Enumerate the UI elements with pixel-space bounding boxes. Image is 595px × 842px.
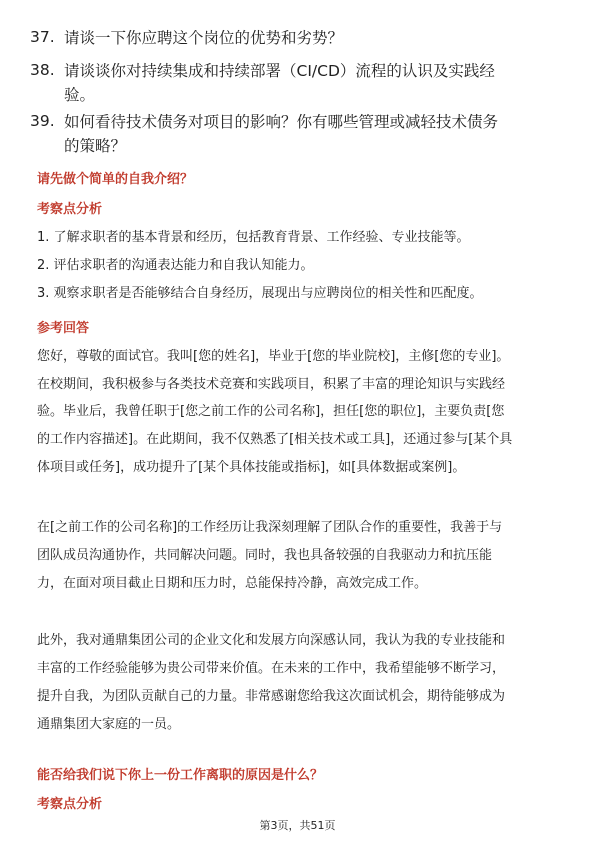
analysis-point: 3. 观察求职者是否能够结合自身经历，展现出与应聘岗位的相关性和匹配度。 [37,286,483,301]
question-number: 39. [30,112,55,130]
question-text-continued: 验。 [64,86,96,104]
section-question-title: 请先做个简单的自我介绍？ [37,172,194,187]
analysis-heading: 考察点分析 [37,797,103,812]
analysis-heading: 考察点分析 [37,202,103,217]
answer-line: 体项目或任务]，成功提升了[某个具体技能或指标]，如[具体数据或案例]。 [37,460,466,475]
answer-line: 的工作内容描述]。在此期间，我不仅熟悉了[相关技术或工具]，还通过参与[某个具 [37,432,513,447]
question-text: 请谈一下你应聘这个岗位的优势和劣势？ [64,29,344,47]
answer-line: 您好，尊敬的面试官。我叫[您的姓名]，毕业于[您的毕业院校]，主修[您的专业]。 [37,349,510,364]
question-number: 38. [30,61,55,79]
answer-line: 丰富的工作经验能够为贵公司带来价值。在未来的工作中，我希望能够不断学习， [37,661,506,676]
answer-line: 团队成员沟通协作，共同解决问题。同时，我也具备较强的自我驱动力和抗压能 [37,548,493,563]
analysis-point: 1. 了解求职者的基本背景和经历，包括教育背景、工作经验、专业技能等。 [37,230,470,245]
answer-line: 在校期间，我积极参与各类技术竞赛和实践项目，积累了丰富的理论知识与实践经 [37,377,506,392]
answer-line: 此外，我对通鼎集团公司的企业文化和发展方向深感认同，我认为我的专业技能和 [37,633,506,648]
answer-line: 提升自我，为团队贡献自己的力量。非常感谢您给我这次面试机会，期待能够成为 [37,689,506,704]
answer-line: 在[之前工作的公司名称]的工作经历让我深刻理解了团队合作的重要性，我善于与 [37,520,503,535]
question-text: 如何看待技术债务对项目的影响？你有哪些管理或减轻技术债务 [64,113,499,131]
page-number-footer: 第3页，共51页 [259,819,336,832]
analysis-point: 2. 评估求职者的沟通表达能力和自我认知能力。 [37,258,314,273]
section-question-title: 能否给我们说下你上一份工作离职的原因是什么？ [37,768,324,783]
answer-line: 验。毕业后，我曾任职于[您之前工作的公司名称]，担任[您的职位]，主要负责[您 [37,404,505,419]
answer-line: 力，在面对项目截止日期和压力时，总能保持冷静，高效完成工作。 [37,576,428,591]
answer-heading: 参考回答 [37,321,90,336]
question-number: 37. [30,28,55,46]
question-text: 请谈谈你对持续集成和持续部署（CI/CD）流程的认识及实践经 [64,62,495,80]
answer-line: 通鼎集团大家庭的一员。 [37,717,181,732]
question-text-continued: 的策略？ [64,137,127,155]
